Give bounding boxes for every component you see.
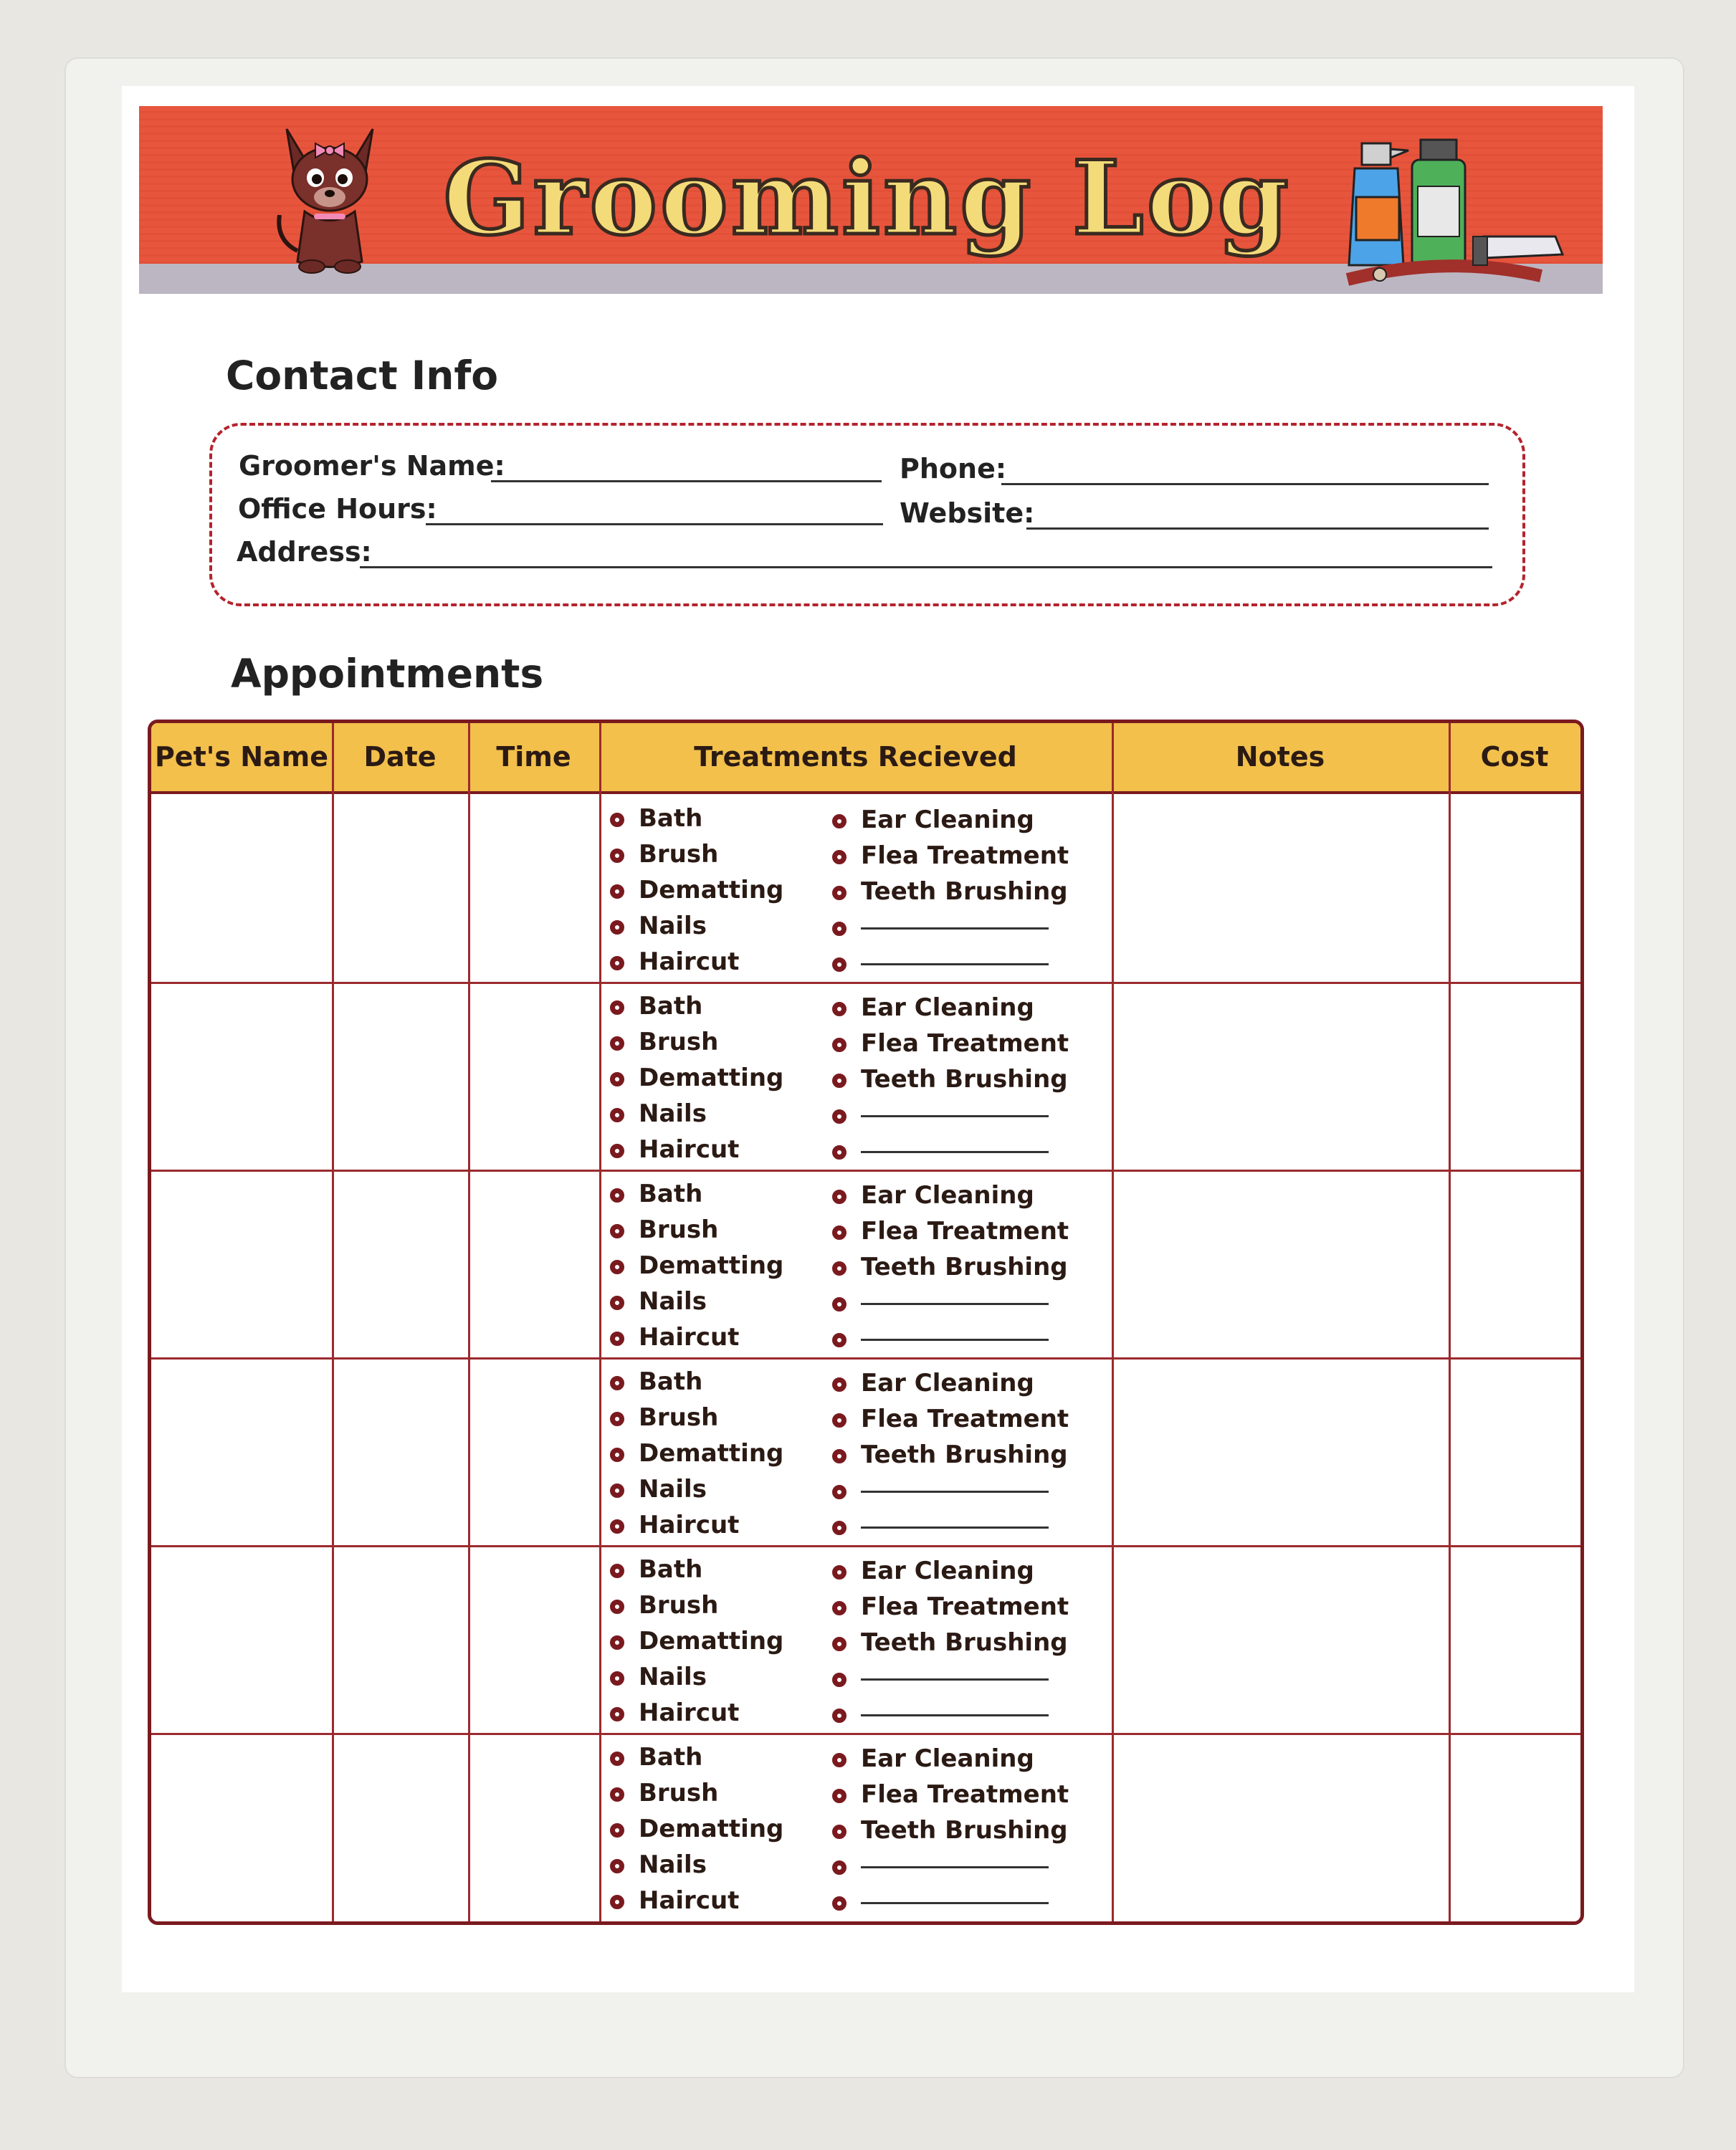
radio-circle-icon[interactable] xyxy=(610,1564,624,1578)
treatment-label: Ear Cleaning xyxy=(861,993,1034,1022)
treatment-option[interactable] xyxy=(610,912,707,940)
treatment-option[interactable] xyxy=(610,1251,783,1280)
column-header: Date xyxy=(363,741,437,773)
custom-treatment-line[interactable] xyxy=(861,1714,1049,1716)
table-row xyxy=(151,982,1580,1170)
treatment-option[interactable] xyxy=(610,1028,718,1056)
office-hours-field[interactable] xyxy=(238,493,437,525)
treatment-label: Brush xyxy=(639,1591,719,1620)
radio-circle-icon[interactable] xyxy=(832,1074,846,1088)
treatment-label: Bath xyxy=(639,992,703,1021)
grooming-supplies-icon xyxy=(1340,129,1570,294)
custom-treatment-option[interactable] xyxy=(832,1101,1049,1129)
radio-circle-icon[interactable] xyxy=(832,1709,846,1723)
radio-circle-icon[interactable] xyxy=(610,920,624,935)
treatment-label: Ear Cleaning xyxy=(861,1557,1034,1585)
treatment-label: Flea Treatment xyxy=(861,1592,1069,1621)
radio-circle-icon[interactable] xyxy=(832,1753,846,1767)
radio-circle-icon[interactable] xyxy=(610,1787,624,1802)
treatment-label: Nails xyxy=(639,1475,707,1504)
custom-treatment-option[interactable] xyxy=(832,913,1049,942)
treatment-option[interactable] xyxy=(610,1698,739,1727)
custom-treatment-line[interactable] xyxy=(861,1115,1049,1117)
treatment-option[interactable] xyxy=(832,1065,1068,1094)
chihuahua-icon xyxy=(265,115,394,280)
shampoo-bottle-icon xyxy=(1412,140,1465,267)
office-hours-line[interactable] xyxy=(426,523,883,525)
treatment-option[interactable] xyxy=(610,1743,702,1772)
treatment-label: Flea Treatment xyxy=(861,841,1069,870)
radio-circle-icon[interactable] xyxy=(610,1000,624,1015)
treatment-option[interactable] xyxy=(610,992,702,1021)
treatment-label: Nails xyxy=(639,1287,707,1316)
treatment-option[interactable] xyxy=(610,947,739,976)
address-label: Address: xyxy=(237,536,372,568)
column-header: Treatments Recieved xyxy=(694,741,1017,773)
treatment-option[interactable] xyxy=(610,840,718,869)
treatment-option[interactable] xyxy=(610,1850,707,1879)
treatment-option[interactable] xyxy=(832,877,1068,906)
radio-circle-icon[interactable] xyxy=(610,956,624,970)
treatment-option[interactable] xyxy=(610,876,783,904)
radio-circle-icon[interactable] xyxy=(832,1190,846,1204)
phone-field[interactable] xyxy=(900,453,1006,484)
treatment-option[interactable] xyxy=(610,1779,718,1807)
collar-icon xyxy=(1348,266,1541,281)
treatment-option[interactable] xyxy=(610,1591,718,1620)
address-line[interactable] xyxy=(360,566,1492,568)
row-divider xyxy=(151,1170,1580,1172)
radio-circle-icon[interactable] xyxy=(832,1002,846,1016)
radio-circle-icon[interactable] xyxy=(610,849,624,863)
treatment-label: Teeth Brushing xyxy=(861,1816,1068,1845)
treatment-option[interactable] xyxy=(610,1367,702,1396)
table-row xyxy=(151,794,1580,982)
treatment-option[interactable] xyxy=(832,1592,1069,1621)
radio-circle-icon[interactable] xyxy=(832,1038,846,1052)
treatment-option[interactable] xyxy=(832,1557,1034,1585)
treatment-label: Dematting xyxy=(639,1064,784,1092)
website-field[interactable] xyxy=(900,497,1034,529)
treatment-label: Haircut xyxy=(639,1511,740,1539)
radio-circle-icon[interactable] xyxy=(610,1376,624,1390)
table-row xyxy=(151,1357,1580,1545)
radio-circle-icon[interactable] xyxy=(832,1521,846,1535)
treatment-option[interactable] xyxy=(610,1323,739,1352)
radio-circle-icon[interactable] xyxy=(610,1036,624,1051)
custom-treatment-line[interactable] xyxy=(861,1526,1049,1529)
treatment-option[interactable] xyxy=(832,993,1034,1022)
treatment-label: Dematting xyxy=(639,876,784,904)
treatment-option[interactable] xyxy=(832,1405,1069,1433)
brush-icon xyxy=(1473,236,1563,265)
radio-circle-icon[interactable] xyxy=(832,850,846,864)
treatment-option[interactable] xyxy=(832,1780,1069,1809)
treatment-label: Nails xyxy=(639,1663,707,1691)
treatment-option[interactable] xyxy=(610,1475,707,1504)
treatment-option[interactable] xyxy=(610,1886,739,1915)
table-row xyxy=(151,1545,1580,1733)
treatment-label: Teeth Brushing xyxy=(861,877,1068,906)
treatment-option[interactable] xyxy=(610,1815,783,1843)
treatment-option[interactable] xyxy=(832,841,1069,870)
treatment-label: Dematting xyxy=(639,1815,784,1843)
column-header: Notes xyxy=(1235,741,1325,773)
treatment-option[interactable] xyxy=(832,1744,1034,1773)
table-row xyxy=(151,1733,1580,1921)
phone-line[interactable] xyxy=(1001,483,1489,485)
radio-circle-icon[interactable] xyxy=(832,1261,846,1276)
treatment-option[interactable] xyxy=(610,1099,707,1128)
treatment-option[interactable] xyxy=(832,1029,1069,1058)
radio-circle-icon[interactable] xyxy=(832,1145,846,1160)
grooming-log-sheet xyxy=(122,86,1634,1992)
treatment-label: Ear Cleaning xyxy=(861,1369,1034,1398)
treatment-label: Brush xyxy=(639,1779,719,1807)
radio-circle-icon[interactable] xyxy=(610,1671,624,1686)
treatment-option[interactable] xyxy=(610,1180,702,1208)
radio-circle-icon[interactable] xyxy=(610,1072,624,1086)
treatment-label: Bath xyxy=(639,1743,703,1772)
treatment-label: Haircut xyxy=(639,1323,740,1352)
radio-circle-icon[interactable] xyxy=(610,813,624,827)
treatment-label: Nails xyxy=(639,1850,707,1879)
page-title: Grooming Log xyxy=(443,139,1292,258)
radio-circle-icon[interactable] xyxy=(610,1823,624,1838)
row-divider xyxy=(151,1357,1580,1360)
custom-treatment-option[interactable] xyxy=(832,1512,1049,1541)
treatment-option[interactable] xyxy=(610,1287,707,1316)
groomer-name-label: Groomer's Name: xyxy=(239,450,505,482)
treatment-option[interactable] xyxy=(610,1135,739,1164)
column-header: Time xyxy=(496,741,571,773)
custom-treatment-option[interactable] xyxy=(832,949,1049,978)
custom-treatment-line[interactable] xyxy=(861,1678,1049,1681)
treatment-label: Teeth Brushing xyxy=(861,1253,1068,1281)
phone-label: Phone: xyxy=(900,453,1007,484)
treatment-label: Ear Cleaning xyxy=(861,1744,1034,1773)
contact-info-heading: Contact Info xyxy=(226,353,499,398)
radio-circle-icon[interactable] xyxy=(610,1600,624,1614)
treatment-option[interactable] xyxy=(610,1627,783,1656)
radio-circle-icon[interactable] xyxy=(832,1565,846,1580)
radio-circle-icon[interactable] xyxy=(832,886,846,900)
treatment-label: Teeth Brushing xyxy=(861,1628,1068,1657)
radio-circle-icon[interactable] xyxy=(610,1224,624,1238)
spray-bottle-icon xyxy=(1349,143,1408,265)
treatment-option[interactable] xyxy=(610,1663,707,1691)
treatment-label: Dematting xyxy=(639,1251,784,1280)
table-row xyxy=(151,1170,1580,1357)
radio-circle-icon[interactable] xyxy=(832,1297,846,1312)
row-divider xyxy=(151,1545,1580,1547)
treatment-option[interactable] xyxy=(610,1511,739,1539)
radio-circle-icon[interactable] xyxy=(610,1188,624,1203)
custom-treatment-option[interactable] xyxy=(832,1324,1049,1353)
treatment-option[interactable] xyxy=(610,1555,702,1584)
treatment-label: Dematting xyxy=(639,1627,784,1656)
radio-circle-icon[interactable] xyxy=(832,1109,846,1124)
custom-treatment-line[interactable] xyxy=(861,1339,1049,1341)
treatment-option[interactable] xyxy=(832,1181,1034,1210)
custom-treatment-option[interactable] xyxy=(832,1476,1049,1505)
column-header: Pet's Name xyxy=(154,741,329,773)
treatment-option[interactable] xyxy=(610,1403,718,1432)
custom-treatment-option[interactable] xyxy=(832,1888,1049,1916)
treatment-label: Bath xyxy=(639,804,703,833)
custom-treatment-option[interactable] xyxy=(832,1700,1049,1729)
custom-treatment-line[interactable] xyxy=(861,927,1049,930)
radio-circle-icon[interactable] xyxy=(832,1896,846,1911)
treatment-option[interactable] xyxy=(832,1440,1068,1469)
radio-circle-icon[interactable] xyxy=(610,1484,624,1498)
row-divider xyxy=(151,1733,1580,1735)
treatment-label: Flea Treatment xyxy=(861,1405,1069,1433)
treatment-label: Dematting xyxy=(639,1439,784,1468)
radio-circle-icon[interactable] xyxy=(832,1637,846,1651)
radio-circle-icon[interactable] xyxy=(610,1635,624,1650)
radio-circle-icon[interactable] xyxy=(610,1895,624,1909)
radio-circle-icon[interactable] xyxy=(832,1413,846,1428)
treatment-option[interactable] xyxy=(610,1064,783,1092)
treatment-option[interactable] xyxy=(832,1816,1068,1845)
treatment-label: Teeth Brushing xyxy=(861,1440,1068,1469)
treatment-option[interactable] xyxy=(610,804,702,833)
radio-circle-icon[interactable] xyxy=(610,1144,624,1158)
radio-circle-icon[interactable] xyxy=(832,922,846,936)
radio-circle-icon[interactable] xyxy=(610,1752,624,1766)
radio-circle-icon[interactable] xyxy=(610,1332,624,1346)
table-header xyxy=(151,723,1580,794)
groomer-name-line[interactable] xyxy=(491,480,882,482)
appointments-table xyxy=(148,720,1584,1925)
radio-circle-icon[interactable] xyxy=(832,1601,846,1615)
treatment-label: Nails xyxy=(639,912,707,940)
treatment-label: Flea Treatment xyxy=(861,1029,1069,1058)
custom-treatment-option[interactable] xyxy=(832,1289,1049,1317)
treatment-option[interactable] xyxy=(832,1369,1034,1398)
treatment-label: Ear Cleaning xyxy=(861,1181,1034,1210)
custom-treatment-option[interactable] xyxy=(832,1852,1049,1881)
radio-circle-icon[interactable] xyxy=(610,1296,624,1310)
treatment-option[interactable] xyxy=(832,1217,1069,1246)
radio-circle-icon[interactable] xyxy=(610,1519,624,1534)
treatment-option[interactable] xyxy=(832,1253,1068,1281)
radio-circle-icon[interactable] xyxy=(832,814,846,828)
custom-treatment-line[interactable] xyxy=(861,1902,1049,1904)
treatment-option[interactable] xyxy=(832,806,1034,834)
radio-circle-icon[interactable] xyxy=(610,1707,624,1721)
radio-circle-icon[interactable] xyxy=(832,1485,846,1499)
radio-circle-icon[interactable] xyxy=(832,1226,846,1240)
radio-circle-icon[interactable] xyxy=(832,1825,846,1839)
office-hours-label: Office Hours: xyxy=(238,493,437,525)
radio-circle-icon[interactable] xyxy=(832,1673,846,1687)
treatment-label: Haircut xyxy=(639,1886,740,1915)
treatment-label: Haircut xyxy=(639,1135,740,1164)
custom-treatment-line[interactable] xyxy=(861,1151,1049,1153)
treatment-option[interactable] xyxy=(832,1628,1068,1657)
radio-circle-icon[interactable] xyxy=(610,884,624,899)
treatment-label: Bath xyxy=(639,1555,703,1584)
radio-circle-icon[interactable] xyxy=(610,1448,624,1462)
radio-circle-icon[interactable] xyxy=(610,1108,624,1122)
radio-circle-icon[interactable] xyxy=(610,1260,624,1274)
treatment-label: Nails xyxy=(639,1099,707,1128)
custom-treatment-line[interactable] xyxy=(861,963,1049,965)
custom-treatment-line[interactable] xyxy=(861,1491,1049,1493)
radio-circle-icon[interactable] xyxy=(832,957,846,972)
treatment-label: Flea Treatment xyxy=(861,1217,1069,1246)
custom-treatment-option[interactable] xyxy=(832,1664,1049,1693)
treatment-label: Haircut xyxy=(639,947,740,976)
radio-circle-icon[interactable] xyxy=(832,1789,846,1803)
treatment-label: Brush xyxy=(639,1215,719,1244)
radio-circle-icon[interactable] xyxy=(832,1377,846,1392)
appointments-heading: Appointments xyxy=(231,651,544,697)
groomer-name-field[interactable] xyxy=(239,450,505,482)
website-line[interactable] xyxy=(1026,527,1489,530)
custom-treatment-line[interactable] xyxy=(861,1303,1049,1305)
treatment-label: Flea Treatment xyxy=(861,1780,1069,1809)
radio-circle-icon[interactable] xyxy=(832,1449,846,1463)
treatment-label: Brush xyxy=(639,840,719,869)
radio-circle-icon[interactable] xyxy=(610,1859,624,1873)
treatment-label: Teeth Brushing xyxy=(861,1065,1068,1094)
address-field[interactable] xyxy=(237,536,372,568)
treatment-label: Bath xyxy=(639,1367,703,1396)
column-header: Cost xyxy=(1480,741,1549,773)
treatment-label: Brush xyxy=(639,1403,719,1432)
custom-treatment-option[interactable] xyxy=(832,1137,1049,1165)
treatment-label: Bath xyxy=(639,1180,703,1208)
treatment-label: Brush xyxy=(639,1028,719,1056)
website-label: Website: xyxy=(900,497,1035,529)
radio-circle-icon[interactable] xyxy=(832,1860,846,1875)
treatment-label: Haircut xyxy=(639,1698,740,1727)
radio-circle-icon[interactable] xyxy=(610,1412,624,1426)
radio-circle-icon[interactable] xyxy=(832,1333,846,1347)
treatment-option[interactable] xyxy=(610,1215,718,1244)
row-divider xyxy=(151,982,1580,984)
treatment-label: Ear Cleaning xyxy=(861,806,1034,834)
custom-treatment-line[interactable] xyxy=(861,1866,1049,1868)
treatment-option[interactable] xyxy=(610,1439,783,1468)
